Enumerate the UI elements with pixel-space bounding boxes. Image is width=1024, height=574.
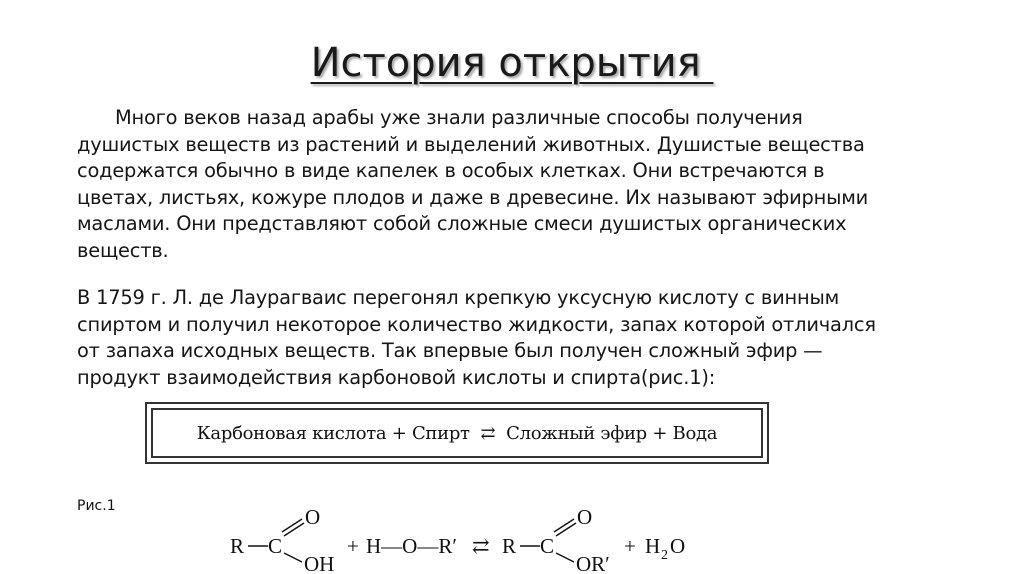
chem-water-o: O	[670, 534, 686, 558]
chem-acid-r: R	[230, 534, 245, 558]
text-line: маслами. Они представляют собой сложные смеси душистых органических	[77, 212, 847, 236]
chem-water-h: H	[645, 534, 661, 558]
text-line: от запаха исходных веществ. Так впервые был получен сложный эфир —	[77, 339, 823, 363]
word-equation: Карбоновая кислота + Спирт ⇄ Сложный эфир + Вода	[196, 422, 718, 444]
chem-ester-c: C	[540, 534, 555, 558]
text-line: В 1759 г. Л. де Лаурагваис перегонял крепкую уксусную кислоту с винным	[77, 286, 839, 309]
chem-water-subscript: 2	[661, 548, 668, 563]
chem-plus: +	[347, 534, 359, 558]
text-line: Много веков назад арабы уже знали различные способы получения	[115, 106, 803, 129]
chem-acid-o: O	[305, 505, 321, 529]
slide-title-text: История открытия	[310, 40, 714, 86]
text-line: спиртом и получил некоторое количество жидкости, запах которой отличался	[77, 312, 876, 336]
chem-ester-r: R	[502, 534, 517, 558]
bond-line	[284, 553, 302, 562]
chem-acid-oh: OH	[304, 552, 335, 574]
figure-label: Рис.1	[77, 498, 116, 514]
text-line: веществ.	[77, 238, 169, 262]
chem-plus: +	[624, 534, 636, 558]
chem-ester-or: OR′	[576, 552, 610, 574]
chem-ester-o: O	[577, 505, 593, 529]
bond-line	[556, 553, 574, 562]
text-line: содержатся обычно в виде капелек в особых клетках. Они встречаются в	[77, 159, 825, 183]
text-line: цветах, листьях, кожуре плодов и даже в древесине. Их называют эфирными	[77, 185, 869, 209]
chem-acid-c: C	[268, 534, 283, 558]
text-line: продукт взаимодействия карбоновой кислоты и спирта(рис.1):	[77, 365, 716, 389]
chem-equilibrium-arrow: ⇄	[472, 534, 490, 558]
text-line: душистых веществ из растений и выделений животных. Душистые вещества	[77, 132, 865, 156]
chem-alcohol: H—O—R′	[366, 534, 457, 558]
